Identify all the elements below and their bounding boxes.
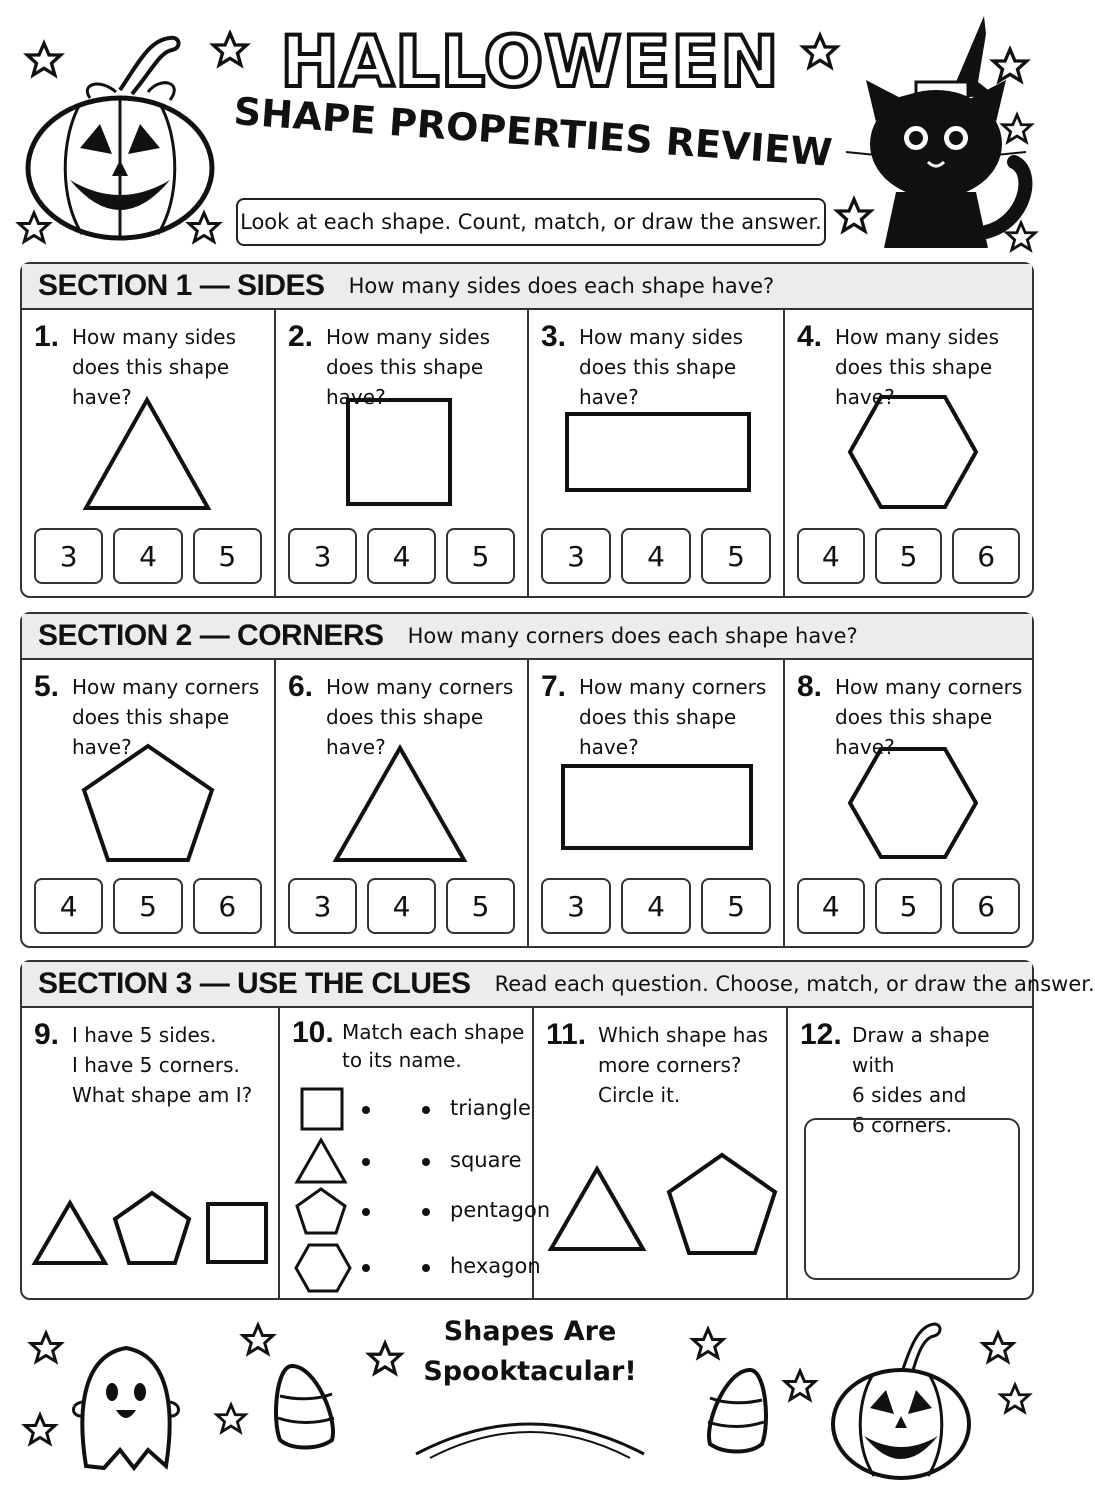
answer-choice[interactable]: 3 <box>288 878 357 934</box>
match-name: pentagon <box>450 1198 551 1222</box>
pentagon-shape <box>294 1186 348 1236</box>
candy-corn-icon <box>272 1360 342 1450</box>
question-number: 1. <box>34 320 60 353</box>
section-description: Read each question. Choose, match, or draw the answer. <box>494 972 1095 996</box>
match-row <box>294 1186 551 1236</box>
star-icon <box>214 1402 248 1436</box>
match-dot-right[interactable] <box>422 1264 430 1272</box>
triangle-shape <box>332 744 468 864</box>
answer-choice[interactable]: 4 <box>113 528 182 584</box>
question-number: 5. <box>34 670 60 703</box>
answer-choice[interactable]: 4 <box>34 878 103 934</box>
triangle-shape <box>82 396 212 512</box>
section-description: How many corners does each shape have? <box>407 624 858 648</box>
question-text: I have 5 sides. I have 5 corners. What shape am I? <box>72 1023 253 1107</box>
triangle-option[interactable] <box>32 1200 108 1266</box>
answer-choice[interactable]: 3 <box>541 878 611 934</box>
star-icon <box>990 46 1030 86</box>
question-number: 6. <box>288 670 314 703</box>
answer-choice[interactable]: 4 <box>621 528 691 584</box>
question-number: 2. <box>288 320 314 353</box>
question-text: How many sides does this shape have? <box>326 325 490 409</box>
question-number: 12. <box>800 1018 842 1051</box>
star-icon <box>22 1412 58 1448</box>
answer-choice[interactable]: 6 <box>952 528 1020 584</box>
question-number: 10. <box>292 1016 334 1049</box>
answer-choice[interactable]: 5 <box>193 528 262 584</box>
question-text: Draw a shape with 6 sides and 6 corners. <box>852 1023 990 1137</box>
answer-choice[interactable]: 4 <box>367 528 436 584</box>
match-name: hexagon <box>450 1254 541 1278</box>
question-12 <box>788 1008 1032 1298</box>
question-text: How many corners does this shape have? <box>835 675 1023 759</box>
pentagon-option[interactable] <box>666 1152 778 1256</box>
answer-choice[interactable]: 5 <box>113 878 182 934</box>
star-icon <box>1004 220 1038 254</box>
star-icon <box>782 1368 818 1404</box>
question-8 <box>785 660 1032 946</box>
star-icon <box>998 1382 1032 1416</box>
section-header <box>22 614 1032 660</box>
match-dot-right[interactable] <box>422 1158 430 1166</box>
question-text: How many sides does this shape have? <box>835 325 999 409</box>
answer-choice[interactable]: 5 <box>875 878 943 934</box>
section-description: How many sides does each shape have? <box>348 274 775 298</box>
answer-choice[interactable]: 5 <box>701 528 771 584</box>
match-dot-left[interactable] <box>362 1264 370 1272</box>
star-icon <box>1000 112 1034 146</box>
page-title: HALLOWEEN <box>280 21 780 103</box>
hexagon-shape <box>847 746 979 860</box>
footer-banner-text: Shapes Are Spooktacular! <box>423 1316 637 1387</box>
question-text: How many corners does this shape have? <box>579 675 767 759</box>
rectangle-shape <box>565 412 751 492</box>
square-option[interactable] <box>206 1202 268 1264</box>
square-shape <box>294 1084 344 1134</box>
star-icon <box>24 40 64 80</box>
match-row <box>294 1084 531 1134</box>
match-dot-left[interactable] <box>362 1106 370 1114</box>
jack-o-lantern-icon <box>826 1312 976 1482</box>
answer-choice[interactable]: 5 <box>701 878 771 934</box>
answer-choice[interactable]: 6 <box>952 878 1020 934</box>
section-title: SECTION 3 — USE THE CLUES <box>38 967 471 1000</box>
question-number: 3. <box>541 320 567 353</box>
rectangle-shape <box>561 764 753 850</box>
question-number: 4. <box>797 320 823 353</box>
section-1-sides <box>20 262 1034 598</box>
question-6 <box>276 660 529 946</box>
pentagon-option[interactable] <box>112 1190 192 1266</box>
match-dot-left[interactable] <box>362 1208 370 1216</box>
star-icon <box>366 1340 404 1378</box>
hexagon-shape <box>847 394 979 510</box>
match-name: triangle <box>450 1096 531 1120</box>
match-name: square <box>450 1148 522 1172</box>
section-2-corners <box>20 612 1034 948</box>
question-number: 11. <box>546 1018 587 1051</box>
match-dot-right[interactable] <box>422 1208 430 1216</box>
match-row <box>294 1136 526 1186</box>
question-number: 8. <box>797 670 823 703</box>
banner-arc <box>410 1400 650 1460</box>
question-1 <box>22 310 276 596</box>
section-header <box>22 264 1032 310</box>
star-icon <box>28 1330 64 1366</box>
star-icon <box>186 210 222 246</box>
match-row <box>294 1242 541 1292</box>
question-number: 9. <box>34 1018 60 1051</box>
candy-corn-icon <box>700 1364 770 1454</box>
hexagon-shape <box>294 1242 352 1294</box>
section-3-use-the-clues <box>20 960 1095 1300</box>
question-9 <box>22 1008 280 1298</box>
answer-choice[interactable]: 3 <box>541 528 611 584</box>
question-7 <box>529 660 785 946</box>
answer-choice[interactable]: 3 <box>34 528 103 584</box>
square-shape <box>346 398 452 506</box>
star-icon <box>690 1326 726 1362</box>
question-10 <box>280 1008 551 1298</box>
answer-choice[interactable]: 5 <box>446 878 515 934</box>
question-text: Which shape has more corners? Circle it. <box>598 1023 769 1107</box>
question-2 <box>276 310 529 596</box>
answer-choice[interactable]: 6 <box>193 878 262 934</box>
answer-choice[interactable]: 3 <box>288 528 357 584</box>
question-3 <box>529 310 785 596</box>
pentagon-shape <box>80 742 216 864</box>
answer-choice[interactable]: 4 <box>621 878 691 934</box>
triangle-option[interactable] <box>548 1166 646 1252</box>
answer-choice[interactable]: 4 <box>367 878 436 934</box>
star-icon <box>210 30 250 70</box>
question-4 <box>785 310 1032 596</box>
instructions-box: Look at each shape. Count, match, or draw the answer. <box>236 198 826 246</box>
star-icon <box>834 196 874 236</box>
answer-choice[interactable]: 5 <box>875 528 943 584</box>
question-text: How many sides does this shape have? <box>579 325 743 409</box>
drawing-area[interactable] <box>804 1118 1020 1280</box>
answer-choice[interactable]: 4 <box>797 528 865 584</box>
star-icon <box>16 210 52 246</box>
star-icon <box>980 1330 1016 1366</box>
star-icon <box>240 1322 276 1358</box>
section-title: SECTION 1 — SIDES <box>38 269 325 302</box>
question-text: How many corners does this shape have? <box>326 675 514 759</box>
question-text: How many corners does this shape have? <box>72 675 260 759</box>
match-dot-right[interactable] <box>422 1106 430 1114</box>
section-title: SECTION 2 — CORNERS <box>38 619 384 652</box>
triangle-shape <box>294 1136 348 1186</box>
answer-choice[interactable]: 5 <box>446 528 515 584</box>
question-5 <box>22 660 276 946</box>
question-text: Match each shape to its name. <box>342 1020 525 1072</box>
match-dot-left[interactable] <box>362 1158 370 1166</box>
question-11 <box>534 1008 788 1298</box>
page-subtitle: SHAPE PROPERTIES REVIEW <box>232 89 834 175</box>
answer-choice[interactable]: 4 <box>797 878 865 934</box>
question-text: How many sides does this shape have? <box>72 325 236 409</box>
section-header <box>22 962 1095 1008</box>
ghost-icon <box>66 1326 186 1476</box>
question-number: 7. <box>541 670 567 703</box>
